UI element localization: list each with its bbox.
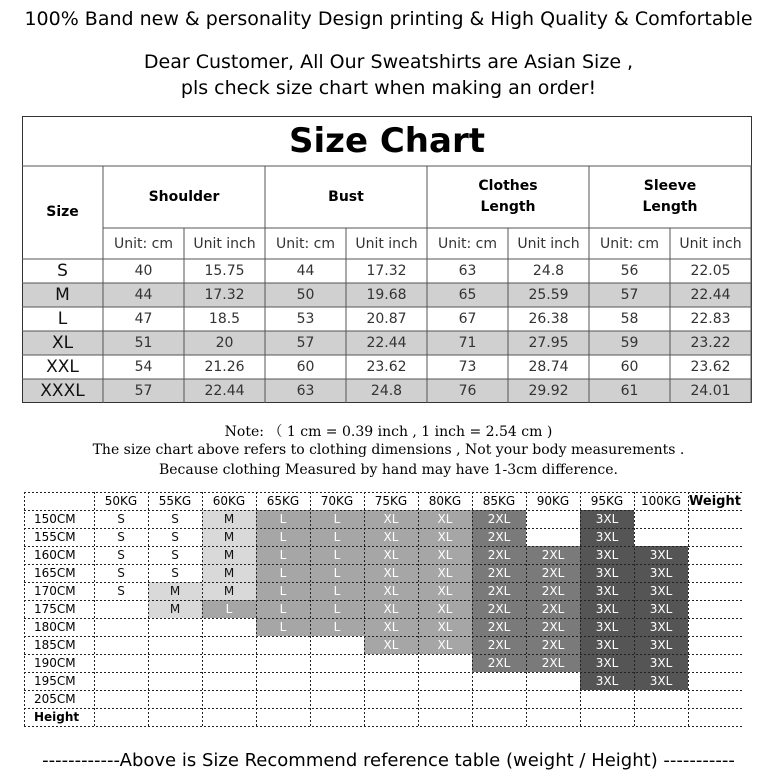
measurement-cell: 19.68 xyxy=(366,287,407,303)
measurement-cell: 24.8 xyxy=(370,383,403,399)
recommend-size-cell: L xyxy=(310,546,364,564)
recommend-size-cell: 2XL xyxy=(526,546,580,564)
recommend-size-cell: 2XL xyxy=(472,600,526,618)
measurement-cell: 23.22 xyxy=(690,335,731,351)
weight-header: 85KG xyxy=(482,494,516,508)
recommend-size-cell: L xyxy=(256,564,310,582)
group-header: Sleeve Length xyxy=(642,178,698,215)
weight-header: 70KG xyxy=(320,494,354,508)
measurement-cell: 22.05 xyxy=(690,263,731,279)
height-label: 170CM xyxy=(34,584,76,598)
customer-notice-line-2: pls check size chart when making an order! xyxy=(180,77,597,99)
recommend-size-cell: L xyxy=(256,618,310,636)
size-chart xyxy=(22,116,752,403)
measurement-cell: 22.44 xyxy=(366,335,407,351)
size-label: S xyxy=(57,261,68,281)
measurement-cell: 22.44 xyxy=(204,383,245,399)
recommend-size-cell: XL xyxy=(364,618,418,636)
unit-header: Unit: cm xyxy=(437,235,497,252)
measurement-cell: 26.38 xyxy=(528,311,569,327)
recommend-size-cell: M xyxy=(148,600,202,618)
measurement-cell: 57 xyxy=(296,335,315,351)
recommend-size-cell: 2XL xyxy=(472,528,526,546)
measurement-cell: 67 xyxy=(458,311,477,327)
measurement-cell: 53 xyxy=(296,311,315,327)
measurement-cell: 65 xyxy=(458,287,477,303)
measurement-cell: 20.87 xyxy=(366,311,407,327)
recommend-size-cell: S xyxy=(94,564,148,582)
recommend-size-cell: 2XL xyxy=(472,654,526,672)
recommend-size-cell: M xyxy=(202,582,256,600)
recommend-size-cell: L xyxy=(202,600,256,618)
measurement-cell: 63 xyxy=(458,263,477,279)
measurement-cell: 73 xyxy=(458,359,477,375)
footer-caption: ------------Above is Size Recommend reference table (weight / Height) ----------- xyxy=(42,750,735,771)
recommend-size-cell: L xyxy=(310,564,364,582)
unit-header: Unit inch xyxy=(517,235,580,252)
height-label: 180CM xyxy=(34,620,76,634)
recommend-size-cell: S xyxy=(148,510,202,528)
measurement-cell: 50 xyxy=(296,287,315,303)
recommend-size-cell: M xyxy=(202,564,256,582)
recommend-size-cell: M xyxy=(202,510,256,528)
measurement-cell: 29.92 xyxy=(528,383,569,399)
recommend-size-cell: 2XL xyxy=(472,582,526,600)
size-header: Size xyxy=(46,204,79,220)
height-label: 195CM xyxy=(34,674,76,688)
recommend-size-cell: XL xyxy=(364,564,418,582)
recommend-size-cell: 3XL xyxy=(634,654,688,672)
recommend-size-cell: 3XL xyxy=(634,618,688,636)
recommend-size-cell: XL xyxy=(418,510,472,528)
recommend-size-cell: L xyxy=(256,582,310,600)
measurement-cell: 21.26 xyxy=(204,359,245,375)
measurement-cell: 40 xyxy=(134,263,153,279)
recommend-size-cell: L xyxy=(310,510,364,528)
measurement-cell: 18.5 xyxy=(208,311,241,327)
recommend-size-cell: XL xyxy=(364,600,418,618)
measurement-cell: 54 xyxy=(134,359,153,375)
measurement-cell: 59 xyxy=(620,335,639,351)
recommend-size-cell: 3XL xyxy=(634,582,688,600)
measurement-cell: 23.62 xyxy=(366,359,407,375)
recommend-size-cell: 2XL xyxy=(526,600,580,618)
measurement-cell: 61 xyxy=(620,383,639,399)
recommend-size-cell: XL xyxy=(418,582,472,600)
recommend-size-cell: 3XL xyxy=(580,546,634,564)
weight-header: 95KG xyxy=(590,494,624,508)
measurement-cell: 44 xyxy=(296,263,315,279)
recommend-size-cell: XL xyxy=(418,618,472,636)
recommend-size-cell: 3XL xyxy=(634,546,688,564)
recommend-size-cell: 2XL xyxy=(526,618,580,636)
recommend-size-cell: 3XL xyxy=(580,600,634,618)
recommend-size-cell: L xyxy=(256,546,310,564)
note-dimensions: The size chart above refers to clothing dimensions , Not your body measurements . xyxy=(92,442,685,458)
recommend-size-cell: XL xyxy=(418,546,472,564)
recommend-size-cell: S xyxy=(148,546,202,564)
measurement-cell: 56 xyxy=(620,263,639,279)
size-recommend-table xyxy=(24,492,748,726)
recommend-table-grid xyxy=(24,492,743,727)
recommend-size-cell: XL xyxy=(364,510,418,528)
recommend-size-cell: 3XL xyxy=(580,654,634,672)
recommend-size-cell: L xyxy=(256,600,310,618)
recommend-size-cell: S xyxy=(148,564,202,582)
weight-header: 80KG xyxy=(428,494,462,508)
height-label: 190CM xyxy=(34,656,76,670)
height-label: 150CM xyxy=(34,512,76,526)
measurement-cell: 71 xyxy=(458,335,477,351)
measurement-cell: 51 xyxy=(134,335,153,351)
recommend-size-cell: 2XL xyxy=(472,636,526,654)
unit-header: Unit: cm xyxy=(599,235,659,252)
measurement-cell: 17.32 xyxy=(204,287,245,303)
measurement-cell: 57 xyxy=(620,287,639,303)
height-label: 160CM xyxy=(34,548,76,562)
measurement-cell: 28.74 xyxy=(528,359,569,375)
recommend-size-cell: XL xyxy=(418,528,472,546)
recommend-size-cell: 3XL xyxy=(634,564,688,582)
recommend-size-cell: 3XL xyxy=(580,510,634,528)
note-difference: Because clothing Measured by hand may have 1-3cm difference. xyxy=(158,462,618,478)
height-label: 175CM xyxy=(34,602,76,616)
size-label: M xyxy=(55,285,70,305)
measurement-cell: 22.83 xyxy=(690,311,731,327)
recommend-size-cell: L xyxy=(310,600,364,618)
size-label: XXL xyxy=(46,357,79,377)
note-conversion: Note: （ 1 cm = 0.39 inch , 1 inch = 2.54 cm ) xyxy=(224,424,553,440)
unit-header: Unit inch xyxy=(193,235,256,252)
recommend-size-cell: 2XL xyxy=(472,546,526,564)
measurement-cell: 15.75 xyxy=(204,263,245,279)
height-label: 185CM xyxy=(34,638,76,652)
measurement-cell: 58 xyxy=(620,311,639,327)
recommend-size-cell: 3XL xyxy=(634,600,688,618)
recommend-size-cell: 2XL xyxy=(472,510,526,528)
recommend-size-cell: 3XL xyxy=(580,528,634,546)
recommend-size-cell: 3XL xyxy=(580,636,634,654)
measurement-cell: 63 xyxy=(296,383,315,399)
unit-header: Unit inch xyxy=(355,235,418,252)
recommend-size-cell: 2XL xyxy=(526,654,580,672)
size-label: L xyxy=(57,309,68,329)
recommend-size-cell: 2XL xyxy=(526,636,580,654)
recommend-size-cell: 3XL xyxy=(634,636,688,654)
height-label: 155CM xyxy=(34,530,76,544)
measurement-cell: 60 xyxy=(620,359,639,375)
size-label: XL xyxy=(51,333,74,353)
recommend-size-cell: M xyxy=(202,528,256,546)
measurement-cell: 20 xyxy=(215,335,234,351)
measurement-cell: 27.95 xyxy=(528,335,569,351)
weight-header: 90KG xyxy=(536,494,570,508)
measurement-cell: 25.59 xyxy=(528,287,569,303)
size-label: XXXL xyxy=(40,381,85,401)
size-chart-title: Size Chart xyxy=(289,121,485,161)
weight-header: 50KG xyxy=(104,494,138,508)
height-axis-label: Height xyxy=(34,710,80,724)
unit-header: Unit: cm xyxy=(113,235,173,252)
measurement-cell: 23.62 xyxy=(690,359,731,375)
recommend-size-cell: S xyxy=(94,510,148,528)
recommend-size-cell: 3XL xyxy=(580,672,634,690)
recommend-size-cell: L xyxy=(310,582,364,600)
recommend-size-cell: XL xyxy=(418,600,472,618)
recommend-size-cell: L xyxy=(256,528,310,546)
measurement-cell: 57 xyxy=(134,383,153,399)
recommend-size-cell: XL xyxy=(364,546,418,564)
recommend-size-cell: 2XL xyxy=(472,564,526,582)
recommend-size-cell: S xyxy=(94,528,148,546)
group-header: Clothes Length xyxy=(478,178,538,215)
measurement-cell: 76 xyxy=(458,383,477,399)
recommend-size-cell: M xyxy=(202,546,256,564)
recommend-size-cell: XL xyxy=(364,582,418,600)
measurement-cell: 60 xyxy=(296,359,315,375)
weight-header: 65KG xyxy=(266,494,300,508)
recommend-size-cell: 3XL xyxy=(580,582,634,600)
recommend-size-cell: 3XL xyxy=(580,618,634,636)
recommend-size-cell: S xyxy=(94,546,148,564)
unit-header: Unit inch xyxy=(679,235,742,252)
recommend-size-cell: XL xyxy=(364,636,418,654)
recommend-size-cell: L xyxy=(256,510,310,528)
headline: 100% Band new & personality Design printing & High Quality & Comfortable xyxy=(24,8,753,30)
recommend-size-cell: XL xyxy=(364,528,418,546)
weight-header: 55KG xyxy=(158,494,192,508)
weight-header: 75KG xyxy=(374,494,408,508)
recommend-size-cell: 2XL xyxy=(526,582,580,600)
weight-header: 60KG xyxy=(212,494,246,508)
recommend-size-cell: 2XL xyxy=(472,618,526,636)
measurement-cell: 17.32 xyxy=(366,263,407,279)
measurement-cell: 24.01 xyxy=(690,383,731,399)
height-label: 205CM xyxy=(34,692,76,706)
group-header: Bust xyxy=(328,188,364,205)
recommend-size-cell: 3XL xyxy=(580,564,634,582)
weight-header: 100KG xyxy=(640,494,682,508)
measurement-cell: 24.8 xyxy=(532,263,565,279)
recommend-size-cell: 2XL xyxy=(526,564,580,582)
height-label: 165CM xyxy=(34,566,76,580)
measurement-cell: 22.44 xyxy=(690,287,731,303)
measurement-cell: 47 xyxy=(134,311,153,327)
weight-axis-label: Weight xyxy=(689,493,741,509)
customer-notice-line-1: Dear Customer, All Our Sweatshirts are Asian Size , xyxy=(143,51,634,73)
recommend-size-cell: L xyxy=(310,618,364,636)
recommend-size-cell: M xyxy=(148,582,202,600)
recommend-size-cell: XL xyxy=(418,636,472,654)
recommend-size-cell: XL xyxy=(418,564,472,582)
group-header: Shoulder xyxy=(148,188,220,205)
recommend-size-cell: S xyxy=(94,582,148,600)
recommend-size-cell: S xyxy=(148,528,202,546)
unit-header: Unit: cm xyxy=(275,235,335,252)
recommend-size-cell: 3XL xyxy=(634,672,688,690)
recommend-size-cell: L xyxy=(310,528,364,546)
measurement-cell: 44 xyxy=(134,287,153,303)
